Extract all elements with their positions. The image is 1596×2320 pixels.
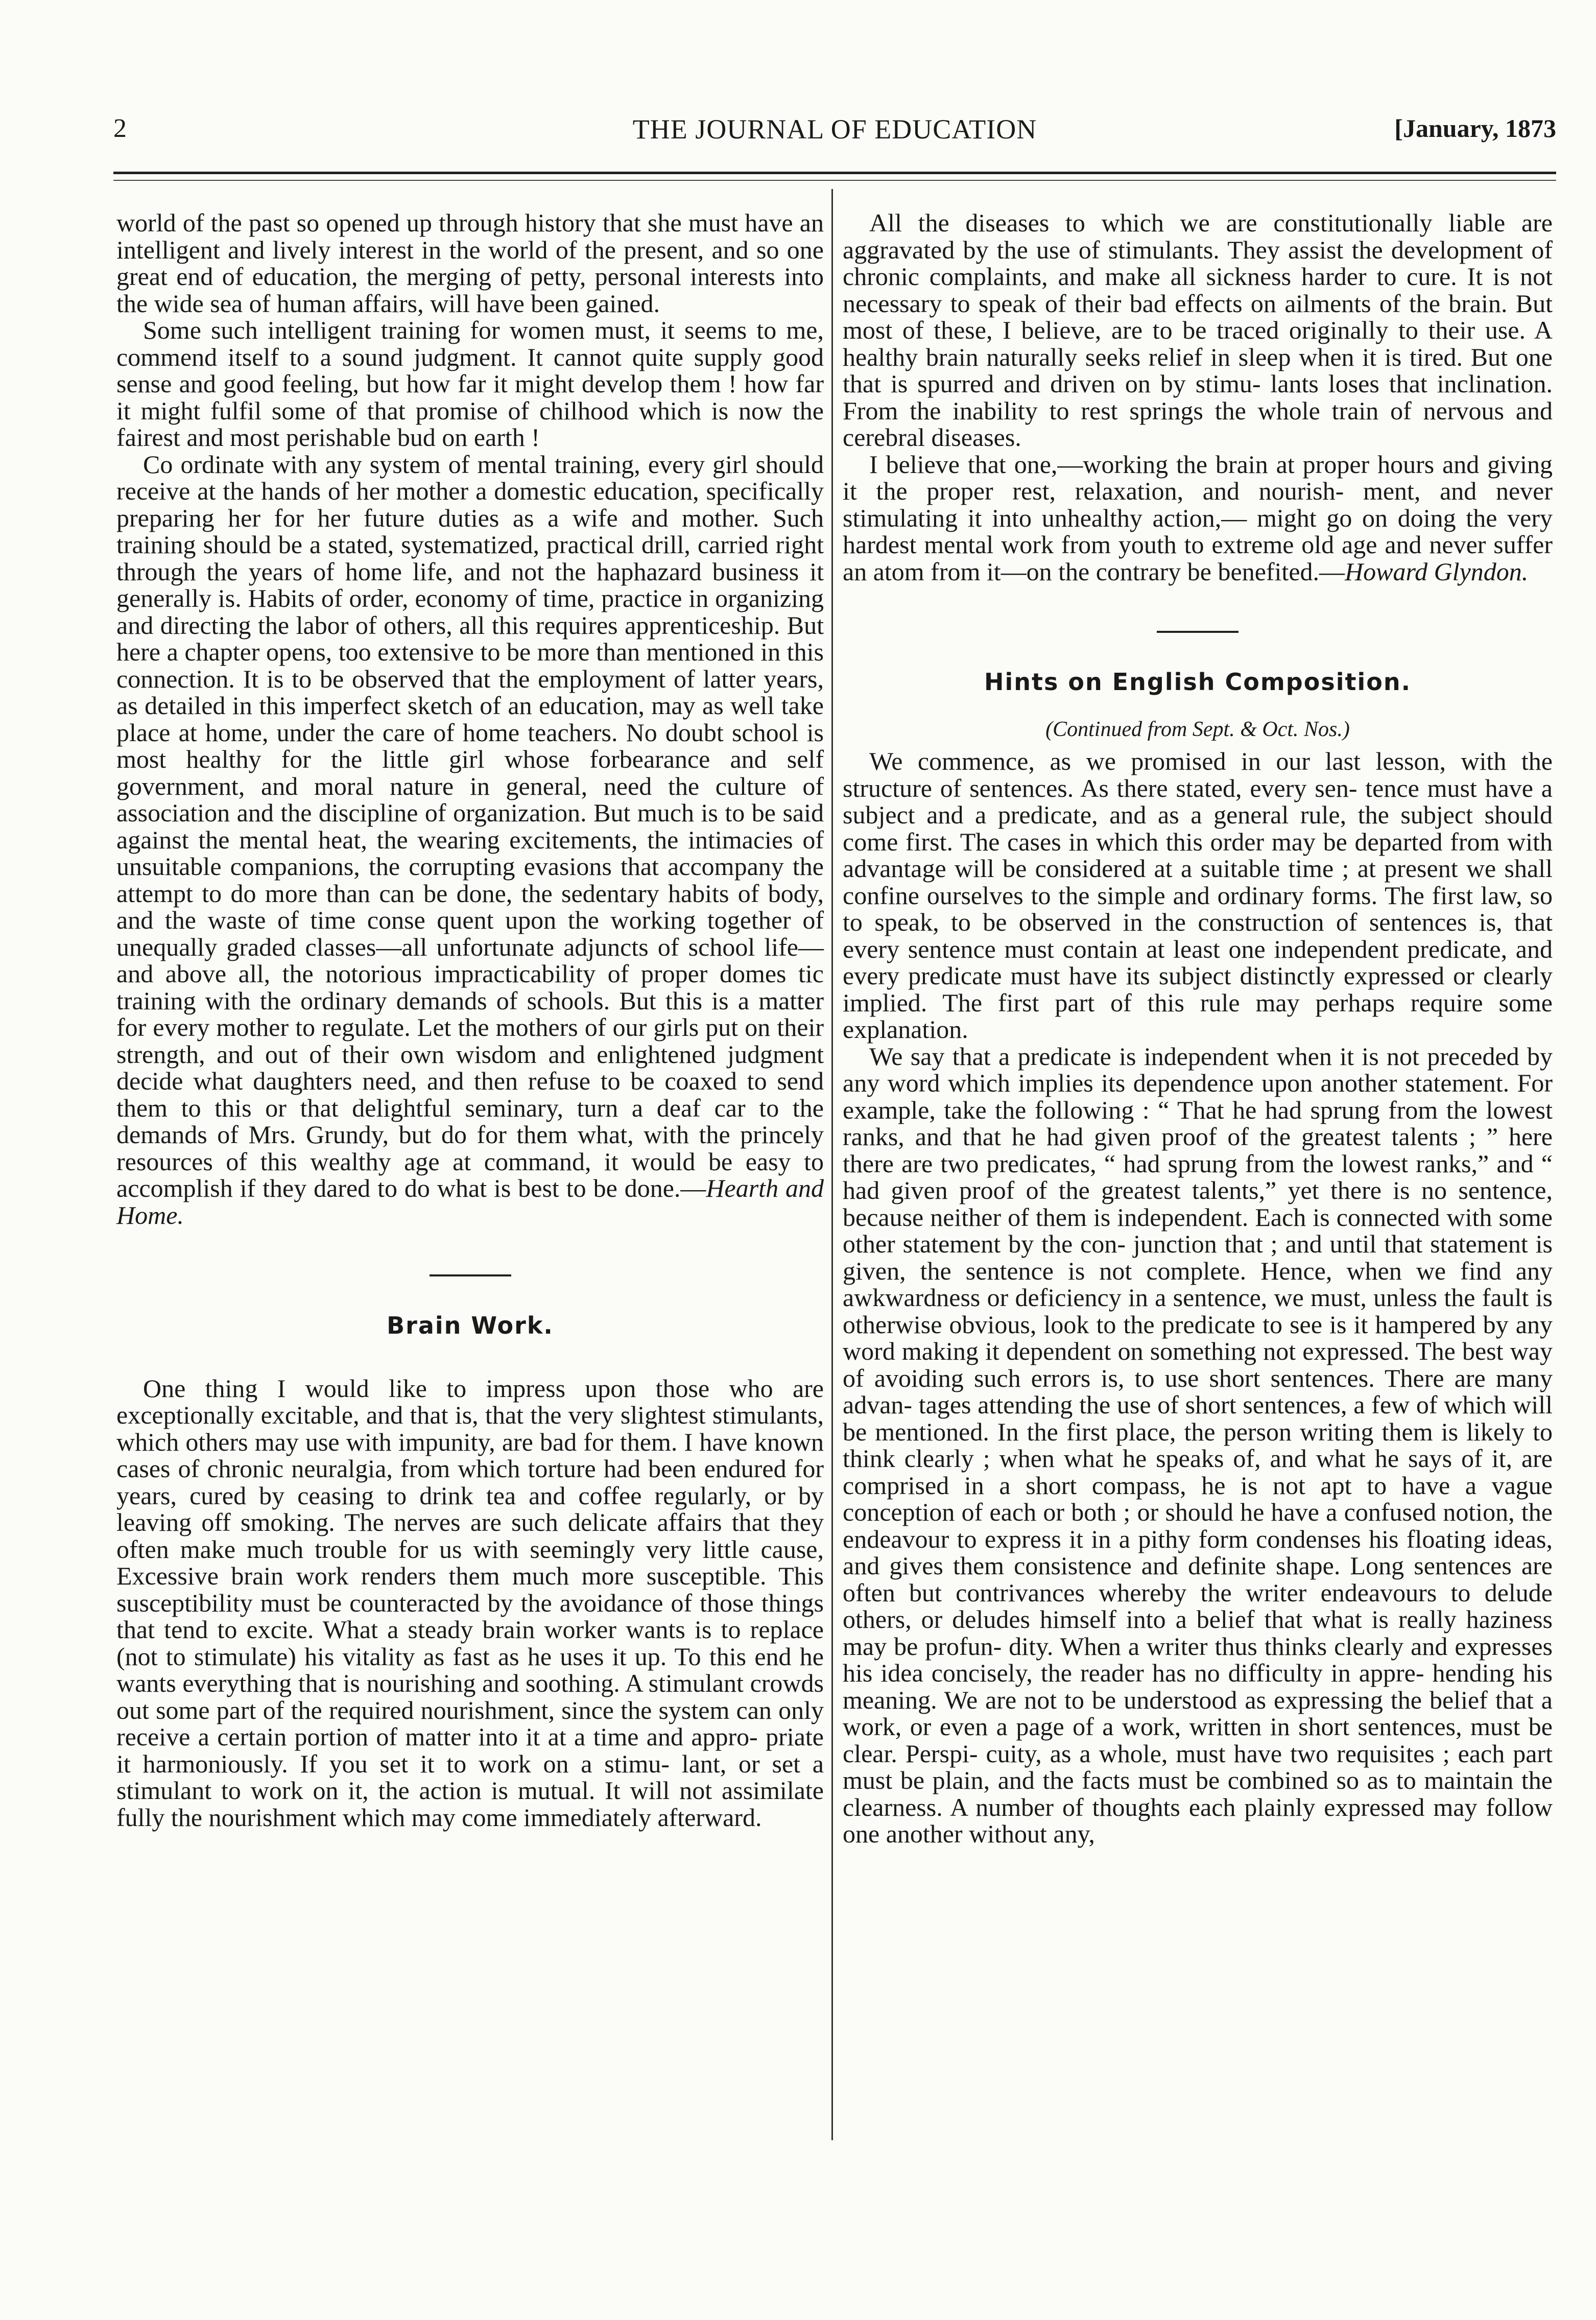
right-column [843, 209, 1553, 1848]
article-signature: Howard Glyndon. [1345, 557, 1529, 586]
article-signature: Hearth and Home. [116, 1174, 824, 1229]
article-paragraph-text: Co ordinate with any system of mental training, every girl should receive at the hands of her mother a domestic education, specifically preparing her for her future duties as a wife and mother. Such training should be a stated, systematized, practical drill, carried right through the years of home life, and not the haphazard business it generally is. Habits of order, economy of time, practice in organizing and directing the labor of others, all this requires apprenticeship. But here a chapter opens, too extensive to be more than mentioned in this connection. It is to be observed that the employment of latter years, as detailed in this imperfect sketch of an education, may as well take place at home, under the care of home teachers. No doubt school is most healthy for the little girl whose forbearance and self government, and moral nature in general, need the culture of association and the discipline of organization. But much is to be said against the mental heat, the wearing excitements, the intimacies of unsuitable companions, the corrupting evasions that accompany the attempt to do more than can be done, the sedentary habits of body, and the waste of time conse quent upon the working together of unequally graded classes—all unfortunate adjuncts of school life—and above all, the notorious impracticability of proper domes tic training with the ordinary demands of schools. But this is a matter for every mother to regulate. Let the mothers of our girls put on their strength, and out of their own wisdom and enlightened judgment decide what daughters need, and then refuse to be coaxed to send them to this or that delightful seminary, turn a deaf car to the demands of Mrs. Grundy, but do for them what, with the princely resources of this wealthy age at command, it would be easy to accomplish if they dared to do what is best to be done.— [116, 449, 824, 1202]
hints-heading: Hints on English Composition. [984, 668, 1412, 696]
journal-title: THE JOURNAL OF EDUCATION [632, 114, 1037, 145]
article-paragraph: All the diseases to which we are constitutionally liable are aggravated by the use of stimulants. They assist the development of chronic complaints, and make all sickness harder to cure. It is not necessary to speak of their bad effects on ailments of the brain. But most of these, I believe, are to be traced originally to their use. A healthy brain naturally seeks relief in sleep when it is tired. But one that is spurred and driven on by stimu- lants loses that inclination. From the inability to rest springs the whole train of nervous and cerebral diseases. [843, 208, 1553, 452]
article-paragraph [843, 451, 1553, 585]
article-paragraph: We commence, as we promised in our last lesson, with the structure of sentences. As there stated, every sen- tence must have a subject and a predicate, and as a general rule, the subject should come first. The cases in which this order may be departed from with advantage will be considered at a suitable time ; at present we shall confine ourselves to the simple and ordinary forms. The first law, so to speak, to be observed in the construction of sentences is, that every sentence must contain at least one independent predicate, and every predicate must have its subject distinctly expressed or clearly implied. The first part of this rule may perhaps require some explanation. [843, 747, 1553, 1044]
header-rule [113, 172, 1556, 174]
left-column [116, 209, 824, 1831]
section-separator [430, 1274, 511, 1276]
article-paragraph [116, 451, 824, 1229]
page-number: 2 [113, 114, 127, 143]
page-header [113, 113, 1556, 154]
issue-date: [January, 1873 [1394, 114, 1556, 143]
article-paragraph: Some such intelligent training for women must, it seems to me, commend itself to a sound judgment. It cannot quite supply good sense and good feeling, but how far it might develop them ! how far it might fulfil some of that promise of chilhood which is now the fairest and most perishable bud on earth ! [116, 316, 824, 452]
column-divider [831, 189, 833, 2140]
brain-work-heading: Brain Work. [387, 1312, 554, 1339]
hints-subtitle: (Continued from Sept. & Oct. Nos.) [1045, 717, 1350, 741]
article-paragraph: One thing I would like to impress upon those who are exceptionally excitable, and that is, that the very slightest stimulants, which others may use with impunity, are bad for them. I have known cases of chronic neuralgia, from which torture had been endured for years, cured by ceasing to drink tea and coffee regularly, or by leaving off smoking. The nerves are such delicate affairs that they often make much trouble for us with seemingly very little cause, Excessive brain work renders them much more susceptible. This susceptibility must be counteracted by the avoidance of those things that tend to excite. What a steady brain worker wants is to replace (not to stimulate) his vitality as fast as he uses it up. To this end he wants everything that is nourishing and soothing. A stimulant crowds out some part of the required nourishment, since the system can only receive a certain portion of matter into it at a time and appro- priate it harmoniously. If you set it to work on a stimu- lant, or set a stimulant to work on it, the action is mutual. It will not assimilate fully the nourishment which may come immediately afterward. [116, 1374, 824, 1832]
article-paragraph: world of the past so opened up through history that she must have an intelligent and lively interest in the world of the present, and so one great end of education, the merging of petty, personal interests into the wide sea of human affairs, will have been gained. [116, 208, 824, 318]
header-rule-thin [113, 180, 1556, 181]
section-separator [1157, 631, 1238, 633]
article-paragraph-text: I believe that one,—working the brain at proper hours and giving it the proper rest, relaxation, and nourish- ment, and never stimulating it into unhealthy action,— might go on doing the very hardest mental work from youth to extreme old age and never suffer an atom from it—on the contrary be benefited.— [843, 449, 1553, 586]
article-paragraph: We say that a predicate is independent when it is not preceded by any word which implies its dependence upon another statement. For example, take the following : “ That he had sprung from the lowest ranks, and that he had given proof of the greatest talents ; ” here there are two predicates, “ had sprung from the lowest ranks,” and “ had given proof of the greatest talents,” yet there is no sentence, because neither of them is independent. Each is connected with some other statement by the con- junction that ; and until that statement is given, the sentence is not complete. Hence, when we find any awkwardness or deficiency in a sentence, we must, unless the fault is otherwise obvious, look to the predicate to see is it hampered by any word making it dependent on something not expressed. The best way of avoiding such errors is, to use short sentences. There are many advan- tages attending the use of short sentences, a few of which will be mentioned. In the first place, the person writing them is likely to think clearly ; when what he speaks of, and what he says of it, are comprised in a short compass, he is not apt to have a vague conception of each or both ; or should he have a confused notion, the endeavour to express it in a pithy form condenses his floating ideas, and gives them consistence and definite shape. Long sentences are often but contrivances whereby the writer endeavours to delude others, or deludes himself into a belief that what is really haziness may be profun- dity. When a writer thus thinks clearly and expresses his idea concisely, the reader has no difficulty in appre- hending his meaning. We are not to be understood as expressing the belief that a work, or even a page of a work, written in short sentences, must be clear. Perspi- cuity, as a whole, must have two requisites ; each part must be plain, and the facts must be combined so as to maintain the clearness. A number of thoughts each plainly expressed may follow one another without any, [843, 1041, 1553, 1848]
